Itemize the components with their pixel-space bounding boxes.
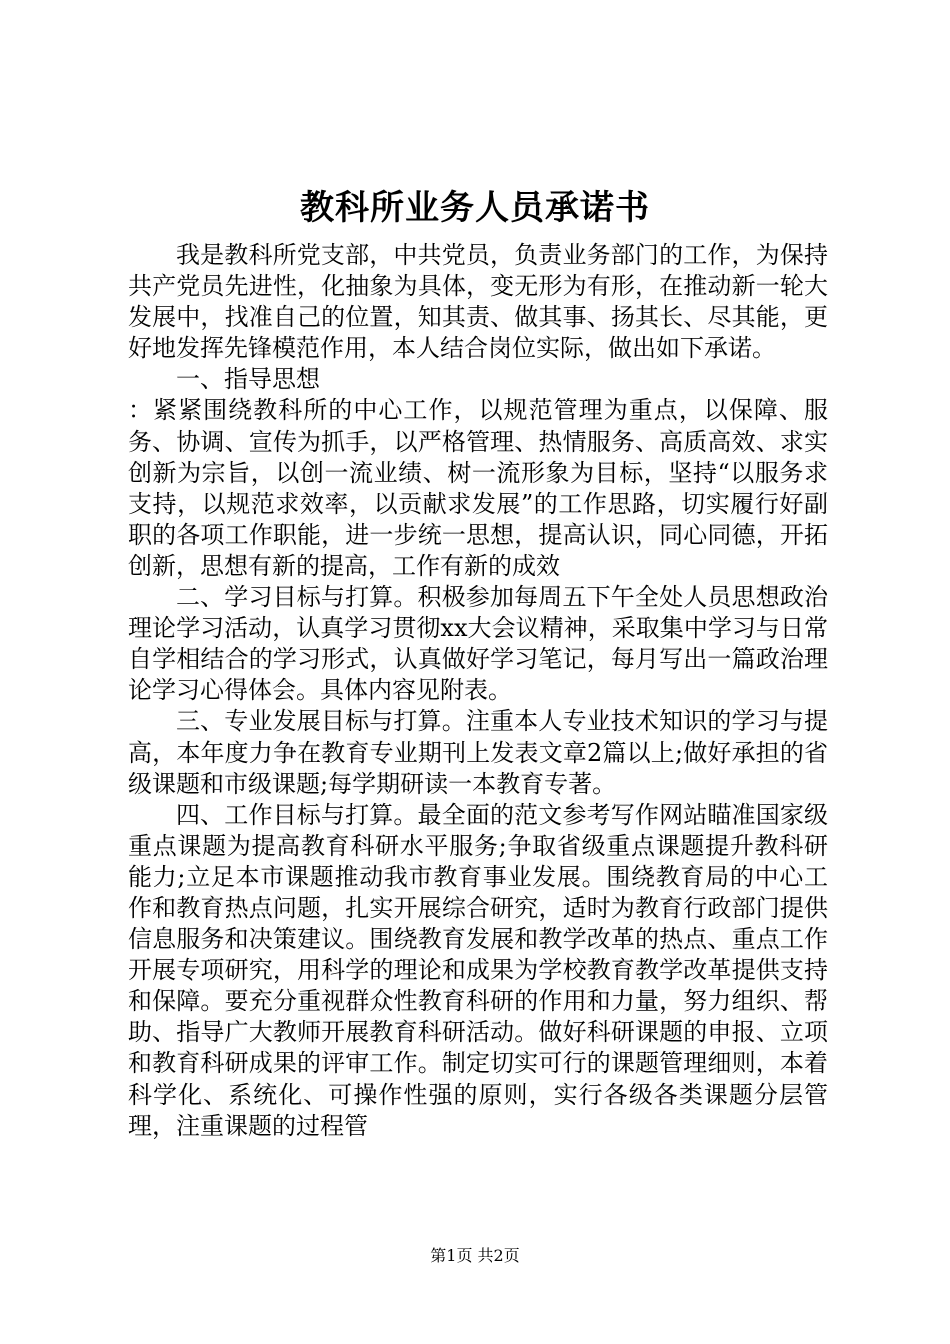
document-title: 教科所业务人员承诺书: [300, 188, 650, 228]
page-footer: 第1页 共2页: [430, 1246, 520, 1265]
document-body: [128, 240, 828, 1142]
paragraph-study-goals: 二、学习目标与打算。积极参加每周五下午全处人员思想政治理论学习活动，认真学习贯彻xx大会议精神，采取集中学习与日常自学相结合的学习形式，认真做好学习笔记，每月写出一篇政治理论学习心得体会。具体内容见附表。: [128, 583, 828, 705]
paragraph-intro: 我是教科所党支部，中共党员，负责业务部门的工作，为保持共产党员先进性，化抽象为具体，变无形为有形，在推动新一轮大发展中，找准自己的位置，知其责、做其事、扬其长、尽其能，更好地发挥先锋模范作用，本人结合岗位实际，做出如下承诺。: [128, 241, 828, 363]
heading-guiding-thought: 一、指导思想: [176, 365, 320, 394]
paragraph-guiding-thought: ：紧紧围绕教科所的中心工作，以规范管理为重点，以保障、服务、协调、宣传为抓手，以严格管理、热情服务、高质高效、求实创新为宗旨，以创一流业绩、树一流形象为目标，坚持“以服务求支持，以规范求效率，以贡献求发展”的工作思路，切实履行好副职的各项工作职能，进一步统一思想，提高认识，同心同德，开拓创新，思想有新的提高，工作有新的成效: [128, 396, 828, 580]
paragraph-work-goals: 四、工作目标与打算。最全面的范文参考写作网站瞄准国家级重点课题为提高教育科研水平服务;争取省级重点课题提升教科研能力;立足本市课题推动我市教育事业发展。围绕教育局的中心工作和教育热点问题，扎实开展综合研究，适时为教育行政部门提供信息服务和决策建议。围绕教育发展和教学改革的热点、重点工作开展专项研究，用科学的理论和成果为学校教育教学改革提供支持和保障。要充分重视群众性教育科研的作用和力量，努力组织、帮助、指导广大教师开展教育科研活动。做好科研课题的申报、立项和教育科研成果的评审工作。制定切实可行的课题管理细则，本着科学化、系统化、可操作性强的原则，实行各级各类课题分层管理，注重课题的过程管: [128, 800, 828, 1140]
paragraph-professional-goals: 三、专业发展目标与打算。注重本人专业技术知识的学习与提高，本年度力争在教育专业期刊上发表文章2篇以上;做好承担的省级课题和市级课题;每学期研读一本教育专著。: [128, 707, 828, 798]
